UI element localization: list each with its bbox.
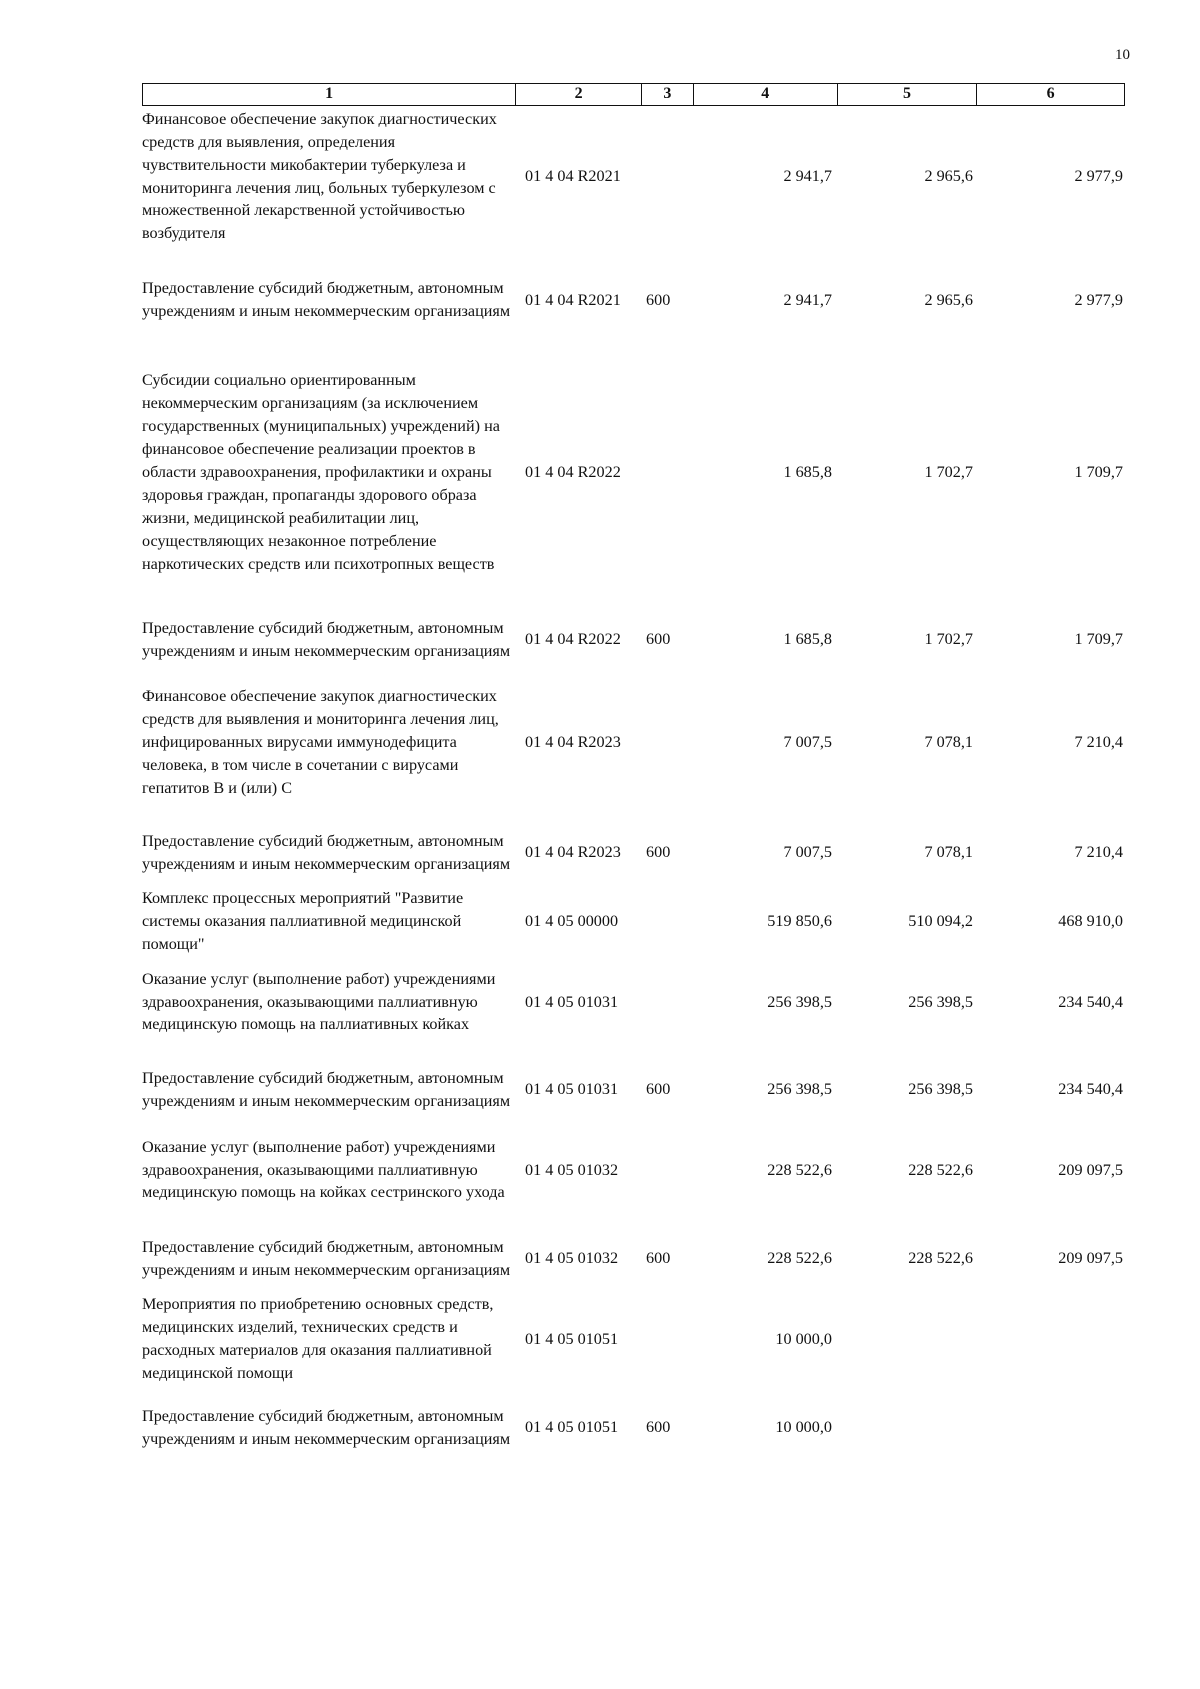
row-value: 2 965,6 [924,167,973,185]
row-name: Предоставление субсидий бюджетным, автономным учреждениям и иным некоммерческим организациям [142,1237,511,1279]
row-code: 01 4 05 01051 [525,1418,619,1436]
column-header: 4 [694,84,838,105]
row-value: 7 007,5 [783,733,832,751]
row-name: Предоставление субсидий бюджетным, автономным учреждениям и иным некоммерческим организациям [142,1406,511,1448]
row-name: Предоставление субсидий бюджетным, автономным учреждениям и иным некоммерческим организациям [142,618,511,660]
row-value: 209 097,5 [1058,1249,1123,1267]
column-header: 1 [143,84,516,105]
table-header [142,83,1125,106]
row-value: 256 398,5 [767,992,832,1011]
row-value: 256 398,5 [908,992,973,1011]
row-code: 01 4 04 R2021 [525,167,621,185]
column-header: 6 [1046,85,1055,102]
table-row [142,108,1125,245]
row-value: 519 850,6 [767,912,832,930]
column-header: 5 [838,84,978,105]
table-body [142,108,1125,1462]
column-header: 2 [516,84,642,105]
table-row [142,605,1125,674]
row-name: Оказание услуг (выполнение работ) учреждениями здравоохранения, оказывающими паллиативную медицинскую помощь на паллиативных койках [142,969,496,1034]
table-row [142,674,1125,811]
row-type: 600 [646,1080,671,1098]
row-value: 234 540,4 [1058,1080,1123,1098]
row-value: 2 941,7 [783,290,832,309]
table-row [142,887,1125,956]
row-name: Комплекс процессных мероприятий "Развитие системы оказания паллиативной медицинской помощи" [142,889,464,953]
row-value: 209 097,5 [1058,1160,1123,1179]
row-value: 1 709,7 [1074,463,1123,481]
row-name: Оказание услуг (выполнение работ) учреждениями здравоохранения, оказывающими паллиативную медицинскую помощь на койках сестринского ухода [142,1137,505,1202]
row-code: 01 4 05 01031 [525,992,619,1011]
row-value: 2 941,7 [783,167,832,185]
row-value: 256 398,5 [767,1080,832,1098]
row-value: 7 078,1 [924,733,973,751]
row-value: 256 398,5 [908,1080,973,1098]
row-value: 228 522,6 [908,1160,973,1179]
row-value: 2 977,9 [1074,290,1123,309]
row-value: 1 709,7 [1074,630,1123,648]
row-value: 228 522,6 [908,1249,973,1267]
row-value: 228 522,6 [767,1249,832,1267]
row-value: 1 685,8 [783,630,832,648]
table-row [142,818,1125,887]
column-header: 3 [642,84,694,105]
table-row [142,956,1125,1048]
table-row [142,1055,1125,1124]
row-type: 600 [646,843,671,861]
row-name: Мероприятия по приобретению основных средств, медицинских изделий, технических средств и расходных материалов для оказания паллиативной медицинской помощи [142,1295,494,1382]
row-value: 1 685,8 [783,463,832,481]
row-name: Финансовое обеспечение закупок диагностических средств для выявления, определения чувствительности микобактерии туберкулеза и мониторинга лечения лиц, больных туберкулезом с множественной лекарственной устойчивостью возбудителя [142,109,497,243]
row-code: 01 4 05 01031 [525,1080,619,1098]
row-value: 2 965,6 [924,290,973,309]
row-code: 01 4 05 01032 [525,1160,619,1179]
row-name: Предоставление субсидий бюджетным, автономным учреждениям и иным некоммерческим организациям [142,1068,511,1110]
row-value: 510 094,2 [908,912,973,930]
row-code: 01 4 05 01051 [525,1329,619,1348]
row-value: 10 000,0 [775,1329,832,1348]
row-name: Предоставление субсидий бюджетным, автономным учреждениям и иным некоммерческим организациям [142,279,511,320]
row-type: 600 [646,630,671,648]
table-row [142,1124,1125,1216]
table-row [142,1393,1125,1462]
table-row [142,1293,1125,1385]
row-type: 600 [646,1249,671,1267]
row-type: 600 [646,1418,671,1436]
page-number: 10 [1115,47,1130,63]
row-value: 7 210,4 [1074,733,1123,751]
row-value: 10 000,0 [775,1418,832,1436]
row-name: Финансовое обеспечение закупок диагностических средств для выявления и мониторинга лечения лиц, инфицированных вирусами иммунодефицита человека, в том числе в сочетании с вирусами гепатитов B и (или) C [142,687,499,797]
row-name: Предоставление субсидий бюджетным, автономным учреждениям и иным некоммерческим организациям [142,831,511,873]
row-value: 7 078,1 [924,843,973,861]
row-value: 1 702,7 [924,630,973,648]
row-code: 01 4 04 R2023 [525,733,621,751]
row-name: Субсидии социально ориентированным некоммерческим организациям (за исключением государственных (муниципальных) учреждений) на финансовое обеспечение реализации проектов в области здравоохранения, профилактики и охраны здоровья граждан, пропаганды здорового образа жизни, медицинской реабилитации лиц, осуществляющих незаконное потребление наркотических средств или психотропных веществ [142,371,500,573]
row-code: 01 4 05 00000 [525,912,619,930]
table-row [142,254,1125,346]
row-value: 228 522,6 [767,1160,832,1179]
row-value: 7 210,4 [1074,843,1123,861]
table-row [142,1224,1125,1293]
row-value: 1 702,7 [924,463,973,481]
row-code: 01 4 04 R2023 [525,843,621,861]
row-code: 01 4 04 R2021 [525,290,621,309]
row-type: 600 [646,290,671,309]
row-code: 01 4 04 R2022 [525,463,621,481]
row-code: 01 4 04 R2022 [525,630,621,648]
row-value: 468 910,0 [1058,912,1123,930]
row-value: 2 977,9 [1074,167,1123,185]
row-value: 7 007,5 [783,843,832,861]
row-code: 01 4 05 01032 [525,1249,619,1267]
table-row [142,346,1125,599]
row-value: 234 540,4 [1058,992,1123,1011]
